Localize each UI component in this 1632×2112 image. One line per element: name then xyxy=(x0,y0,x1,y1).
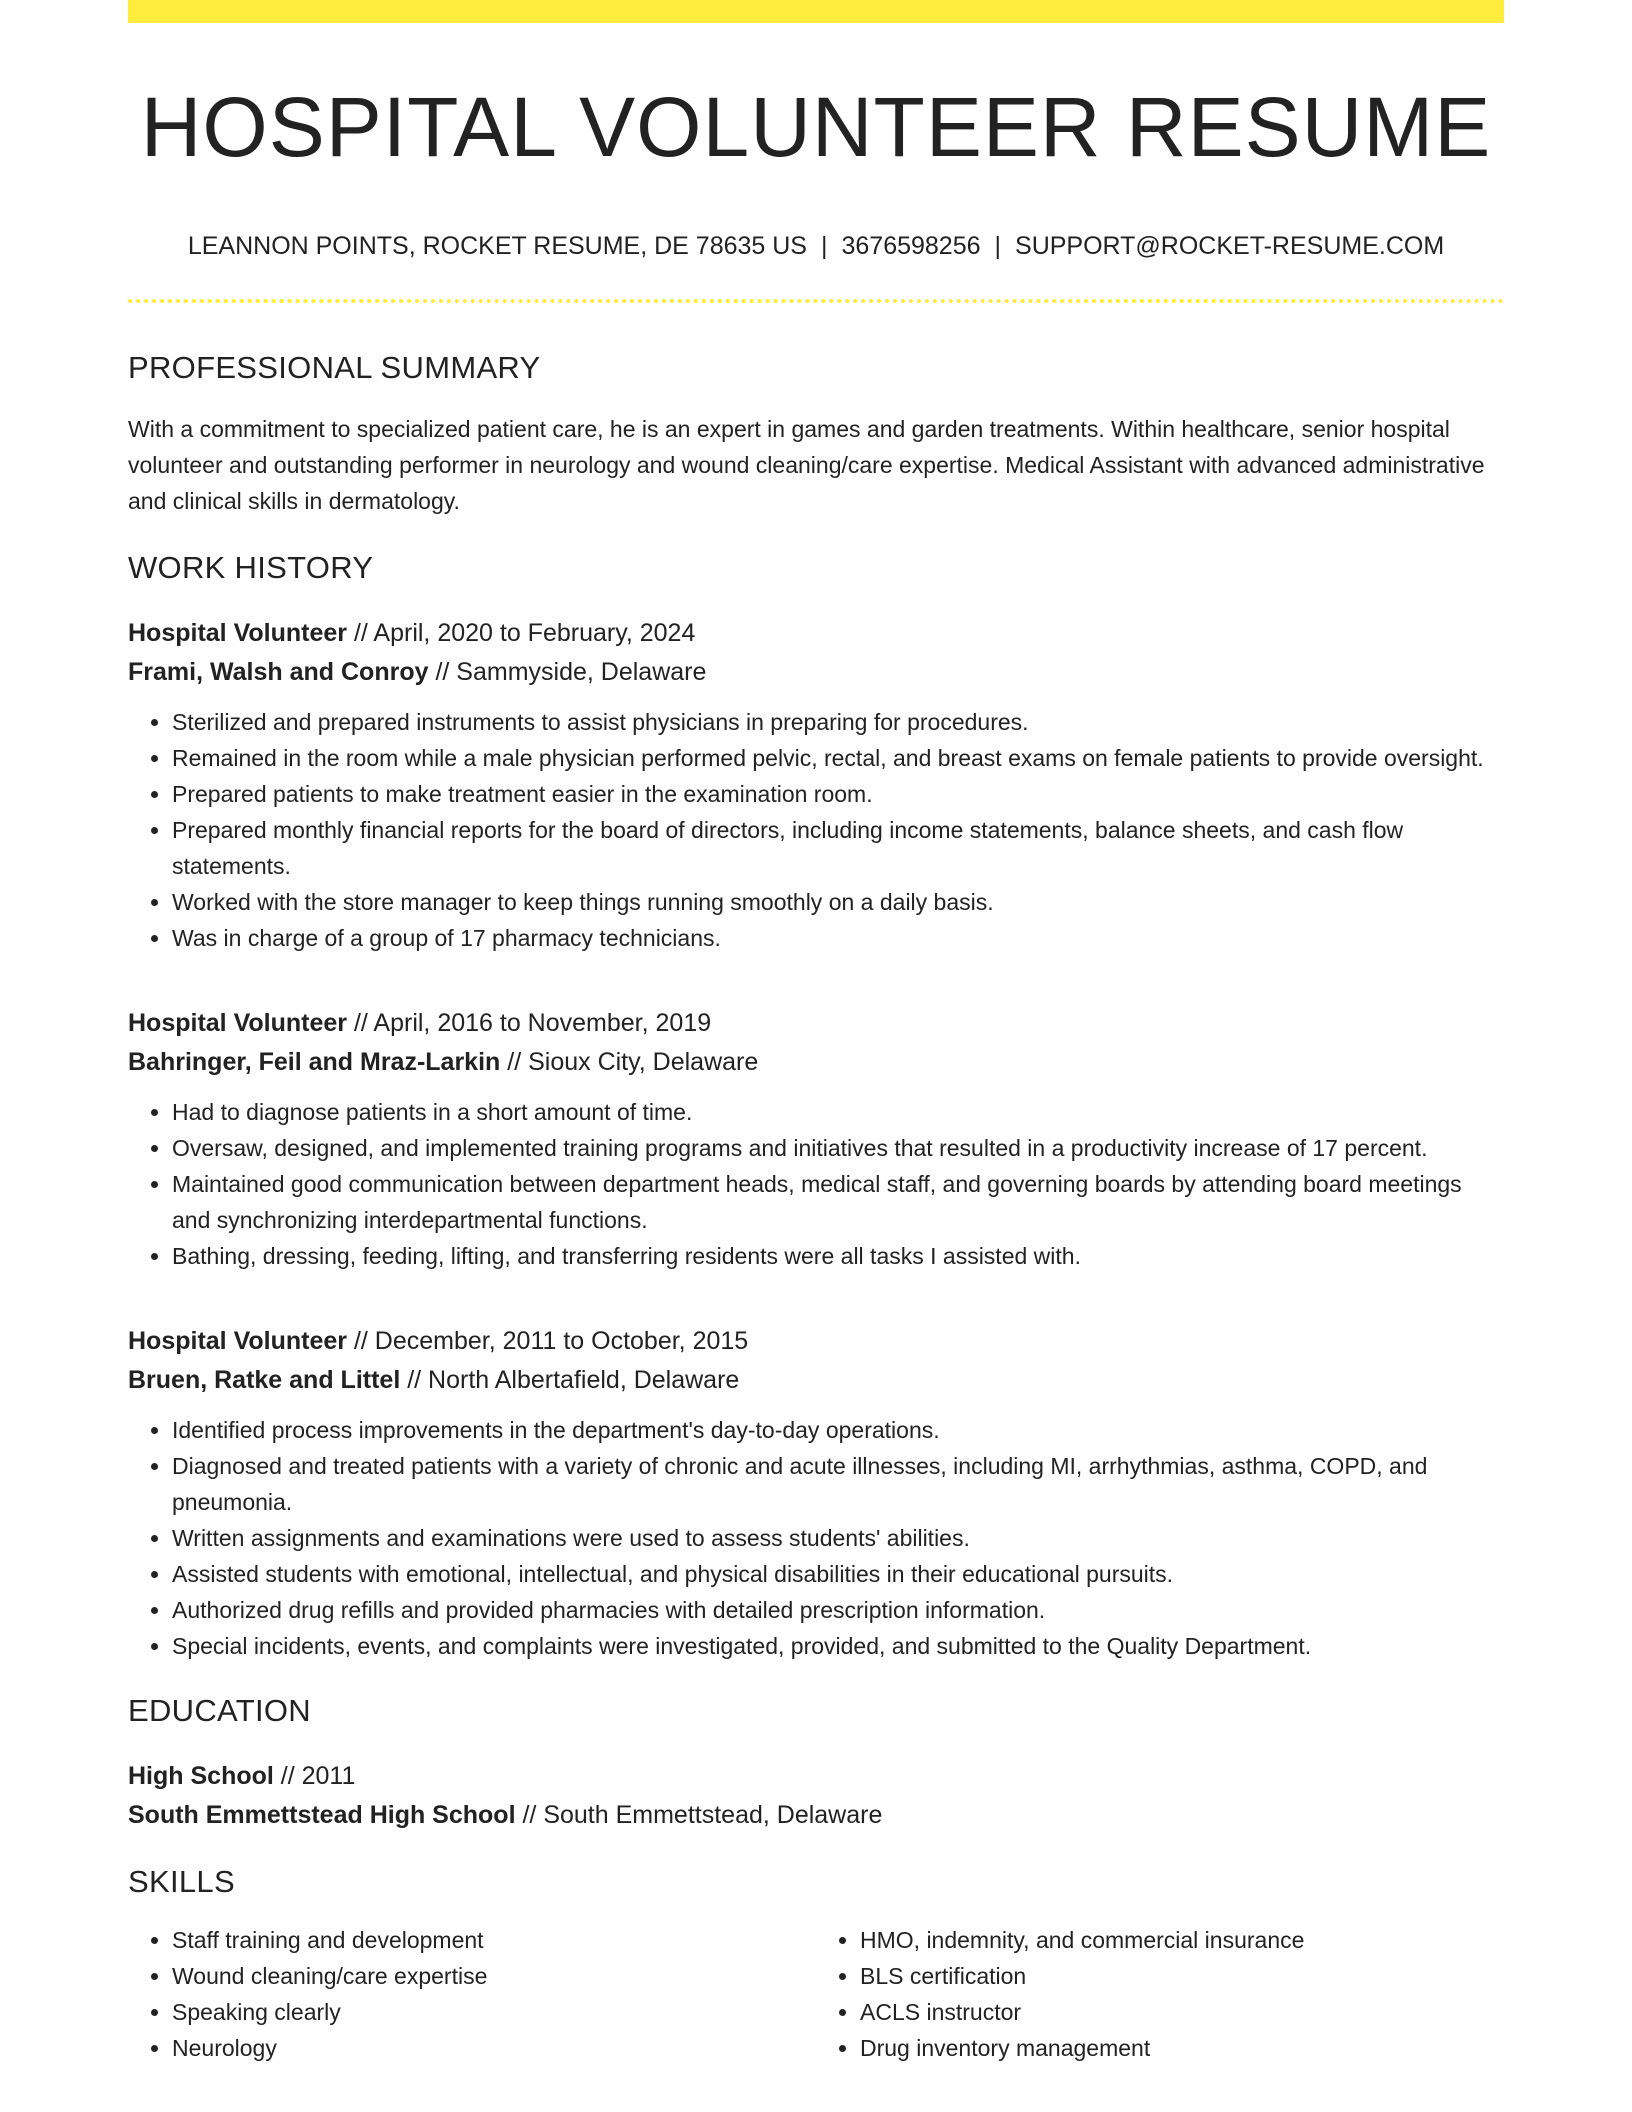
skills-column-right xyxy=(816,1922,1504,2066)
job-title-line xyxy=(128,614,1504,653)
job-bullet: • Authorized drug refills and provided pharmacies with detailed prescription information. xyxy=(172,1592,1504,1628)
contact-line xyxy=(128,231,1504,261)
education-school: South Emmettstead High School xyxy=(128,1800,516,1829)
education-school-line xyxy=(128,1796,1504,1835)
contact-separator: | xyxy=(820,232,828,261)
job-role: Hospital Volunteer xyxy=(128,1008,348,1037)
job-title-line xyxy=(128,1322,1504,1361)
education-location: // South Emmettstead, Delaware xyxy=(515,1800,883,1829)
job-bullet: • Written assignments and examinations were used to assess students' abilities. xyxy=(172,1520,1504,1556)
job-dates: // April, 2016 to November, 2019 xyxy=(347,1008,712,1037)
contact-email: SUPPORT@ROCKET-RESUME.COM xyxy=(1015,232,1445,261)
skill-item: • Speaking clearly xyxy=(172,1994,816,2030)
job-bullets xyxy=(128,1094,1504,1274)
dotted-divider xyxy=(128,299,1504,303)
education-degree: High School xyxy=(128,1761,274,1790)
skill-item: • HMO, indemnity, and commercial insurance xyxy=(860,1922,1504,1958)
job-bullet: • Assisted students with emotional, intellectual, and physical disabilities in their educational pursuits. xyxy=(172,1556,1504,1592)
job-bullet: • Remained in the room while a male physician performed pelvic, rectal, and breast exams on female patients to provide oversight. xyxy=(172,740,1504,776)
summary-heading: PROFESSIONAL SUMMARY xyxy=(128,350,541,386)
job-bullet: • Sterilized and prepared instruments to assist physicians in preparing for procedures. xyxy=(172,704,1504,740)
job-bullet: • Bathing, dressing, feeding, lifting, and transferring residents were all tasks I assisted with. xyxy=(172,1238,1504,1274)
job-bullet: • Prepared patients to make treatment easier in the examination room. xyxy=(172,776,1504,812)
job-bullet: • Worked with the store manager to keep things running smoothly on a daily basis. xyxy=(172,884,1504,920)
job-bullet: • Identified process improvements in the department's day-to-day operations. xyxy=(172,1412,1504,1448)
job-bullet: • Maintained good communication between department heads, medical staff, and governing boards by attending board meetings and synchronizing interdepartmental functions. xyxy=(172,1166,1504,1238)
job-bullet: • Diagnosed and treated patients with a variety of chronic and acute illnesses, including MI, arrhythmias, asthma, COPD, and pneumonia. xyxy=(172,1448,1504,1520)
skill-item: • Neurology xyxy=(172,2030,816,2066)
skills-list xyxy=(128,1922,1504,2066)
skill-item: • BLS certification xyxy=(860,1958,1504,1994)
job-title-line xyxy=(128,1004,1504,1043)
top-accent-bar xyxy=(128,0,1504,23)
job-dates: // April, 2020 to February, 2024 xyxy=(347,618,696,647)
job-bullets xyxy=(128,1412,1504,1664)
job-employer: Bahringer, Feil and Mraz-Larkin xyxy=(128,1047,501,1076)
summary-text: With a commitment to specialized patient care, he is an expert in games and garden treatments. Within healthcare, senior hospital volunteer and outstanding performer in neurology and wound cleaning/care expertise. Medical Assistant with advanced administrative and clinical skills in dermatology. xyxy=(128,415,1485,514)
job-bullet: • Special incidents, events, and complaints were investigated, provided, and submitted to the Quality Department. xyxy=(172,1628,1504,1664)
skill-item: • Drug inventory management xyxy=(860,2030,1504,2066)
skills-column-left xyxy=(128,1922,816,2066)
job-role: Hospital Volunteer xyxy=(128,1326,348,1355)
resume-page xyxy=(128,0,1504,2066)
job-location: // Sioux City, Delaware xyxy=(500,1047,759,1076)
education-heading: EDUCATION xyxy=(128,1692,311,1728)
job-bullet: • Was in charge of a group of 17 pharmacy technicians. xyxy=(172,920,1504,956)
education-year: // 2011 xyxy=(273,1761,356,1790)
contact-address: LEANNON POINTS, ROCKET RESUME, DE 78635 US xyxy=(187,232,807,261)
skills-heading: SKILLS xyxy=(128,1863,235,1899)
contact-separator: | xyxy=(994,232,1002,261)
job-employer-line xyxy=(128,653,1504,692)
job-bullet: • Prepared monthly financial reports for the board of directors, including income statements, balance sheets, and cash flow statements. xyxy=(172,812,1504,884)
job-location: // North Albertafield, Delaware xyxy=(400,1365,740,1394)
education-entry xyxy=(128,1757,1504,1835)
job-bullet: • Had to diagnose patients in a short amount of time. xyxy=(172,1094,1504,1130)
job-employer-line xyxy=(128,1361,1504,1400)
resume-title: HOSPITAL VOLUNTEER RESUME xyxy=(140,80,1492,174)
job-employer: Frami, Walsh and Conroy xyxy=(128,657,429,686)
skill-item: • ACLS instructor xyxy=(860,1994,1504,2030)
job-bullets xyxy=(128,704,1504,956)
skill-item: • Staff training and development xyxy=(172,1922,816,1958)
job-location: // Sammyside, Delaware xyxy=(428,657,707,686)
job-role: Hospital Volunteer xyxy=(128,618,348,647)
skill-item: • Wound cleaning/care expertise xyxy=(172,1958,816,1994)
job-bullet: • Oversaw, designed, and implemented training programs and initiatives that resulted in a productivity increase of 17 percent. xyxy=(172,1130,1504,1166)
job-entry xyxy=(128,1004,1504,1274)
education-degree-line xyxy=(128,1757,1504,1796)
job-employer: Bruen, Ratke and Littel xyxy=(128,1365,401,1394)
job-entry xyxy=(128,1322,1504,1664)
job-dates: // December, 2011 to October, 2015 xyxy=(347,1326,749,1355)
job-entry xyxy=(128,614,1504,956)
job-employer-line xyxy=(128,1043,1504,1082)
contact-phone: 3676598256 xyxy=(841,232,981,261)
work-history-heading: WORK HISTORY xyxy=(128,549,374,585)
